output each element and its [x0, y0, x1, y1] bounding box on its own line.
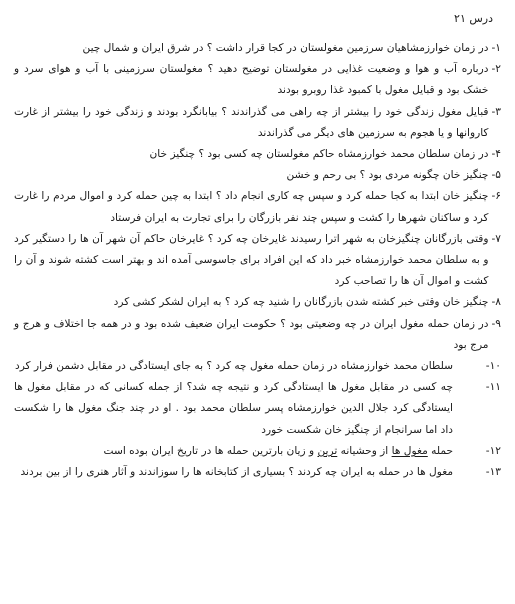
item-text-part: حمله	[427, 444, 453, 457]
lesson-title: درس ۲۱	[454, 12, 493, 25]
list-item	[14, 377, 501, 441]
item-text: چنگیز خان ابتدا به کجا حمله کرد و سپس چه کاری انجام داد ؟ ابتدا به چین حمله کرد و اموال مردم را غارت کرد و ساکنان شهرها را کشت و سپس چند نفر بازرگان را برای تجارت به ایران فرستاد	[14, 190, 489, 224]
list-item	[14, 441, 501, 462]
item-text-part: از وحشیانه	[337, 444, 392, 457]
item-number: ۱۳-	[485, 466, 501, 479]
item-number: ۸-	[491, 296, 501, 309]
item-number: ۶-	[491, 190, 501, 203]
list-item	[14, 165, 501, 186]
list-item	[14, 186, 501, 228]
item-text: چه کسی در مقابل مغول ها ایستادگی کرد و نتیجه چه شد؟ از جمله کسانی که در مقابل مغول ها ایستادگی کرد جلال الدین خوارزمشاه پسر سلطان محمد بود . او در چند جنگ مغول ها را شکست داد اما سرانجام از چنگیز خان شکست خورد	[14, 381, 453, 436]
item-text: مغول ها در حمله به ایران چه کردند ؟ بسیاری از کتابخانه ها را سوزاندند و آثار هنری را از بین بردند	[20, 466, 453, 479]
item-text: چنگیز خان چگونه مردی بود ؟ بی رحم و خشن	[286, 169, 489, 182]
item-text: سلطان محمد خوارزمشاه در زمان حمله مغول چه کرد ؟ به جای ایستادگی در مقابل دشمن فرار کرد	[14, 360, 453, 373]
item-number: ۱۰-	[485, 360, 501, 373]
list-item	[14, 59, 501, 101]
item-number: ۳-	[491, 105, 501, 118]
list-item	[14, 229, 501, 293]
item-number: ۱۱-	[485, 381, 501, 394]
item-text-part: و زیان بارترین حمله ها در تاریخ ایران بوده است	[103, 444, 318, 457]
item-text: قبایل مغول زندگی خود را بیشتر از چه راهی می گذراندند ؟ بیابانگرد بودند و زندگی خود را بیشتر از غارت کاروانها و یا هجوم به سرزمین های دیگر می گذراندند	[14, 105, 489, 139]
item-text: در زمان سلطان محمد خوارزمشاه حاکم مغولستان چه کسی بود ؟ چنگیز خان	[149, 148, 489, 161]
list-item	[14, 314, 501, 356]
item-text-underlined: مغول ها	[391, 444, 428, 457]
item-number: ۱۲-	[485, 444, 501, 457]
item-text: در زمان خوارزمشاهیان سرزمین مغولستان در کجا قرار داشت ؟ در شرق ایران و شمال چین	[82, 42, 489, 54]
item-text: وقتی بازرگانان چنگیزخان به شهر اترا رسیدند غایرخان چه کرد ؟ غایرخان حاکم آن شهر آن ها را دستگیر کرد و به سلطان محمد خوارزمشاه خبر داد که این افراد برای جاسوسی آمده اند و بهتر است کشته شوند و آن را کشت و اموال آن ها را تصاحب کرد	[14, 232, 489, 288]
item-text: درباره آب و هوا و وضعیت غذایی در مغولستان توضیح دهید ؟ مغولستان سرزمینی با آب و هوای سرد و خشک بود و قبایل مغول با کمبود غذا روبرو بودند	[14, 63, 489, 97]
item-text-underlined: ترین	[317, 444, 338, 457]
item-number: ۱-	[491, 42, 501, 54]
item-text: در زمان حمله مغول ایران در چه وضعیتی بود ؟ حکومت ایران ضعیف شده بود و در همه جا اختلاف و هرج و مرج بود	[14, 317, 489, 351]
item-number: ۹-	[491, 317, 501, 330]
item-number: ۷-	[491, 232, 501, 245]
list-item	[14, 102, 501, 144]
list-item	[14, 38, 501, 59]
item-text: چنگیز خان وقتی خبر کشته شدن بازرگانان را شنید چه کرد ؟ به ایران لشکر کشی کرد	[113, 296, 489, 309]
list-item	[14, 144, 501, 165]
item-number: ۴-	[491, 148, 501, 161]
list-item	[14, 292, 501, 313]
item-text	[14, 441, 453, 462]
list-item	[14, 462, 501, 483]
item-number: ۵-	[491, 169, 501, 182]
list-item	[14, 356, 501, 377]
item-number: ۲-	[491, 63, 501, 76]
